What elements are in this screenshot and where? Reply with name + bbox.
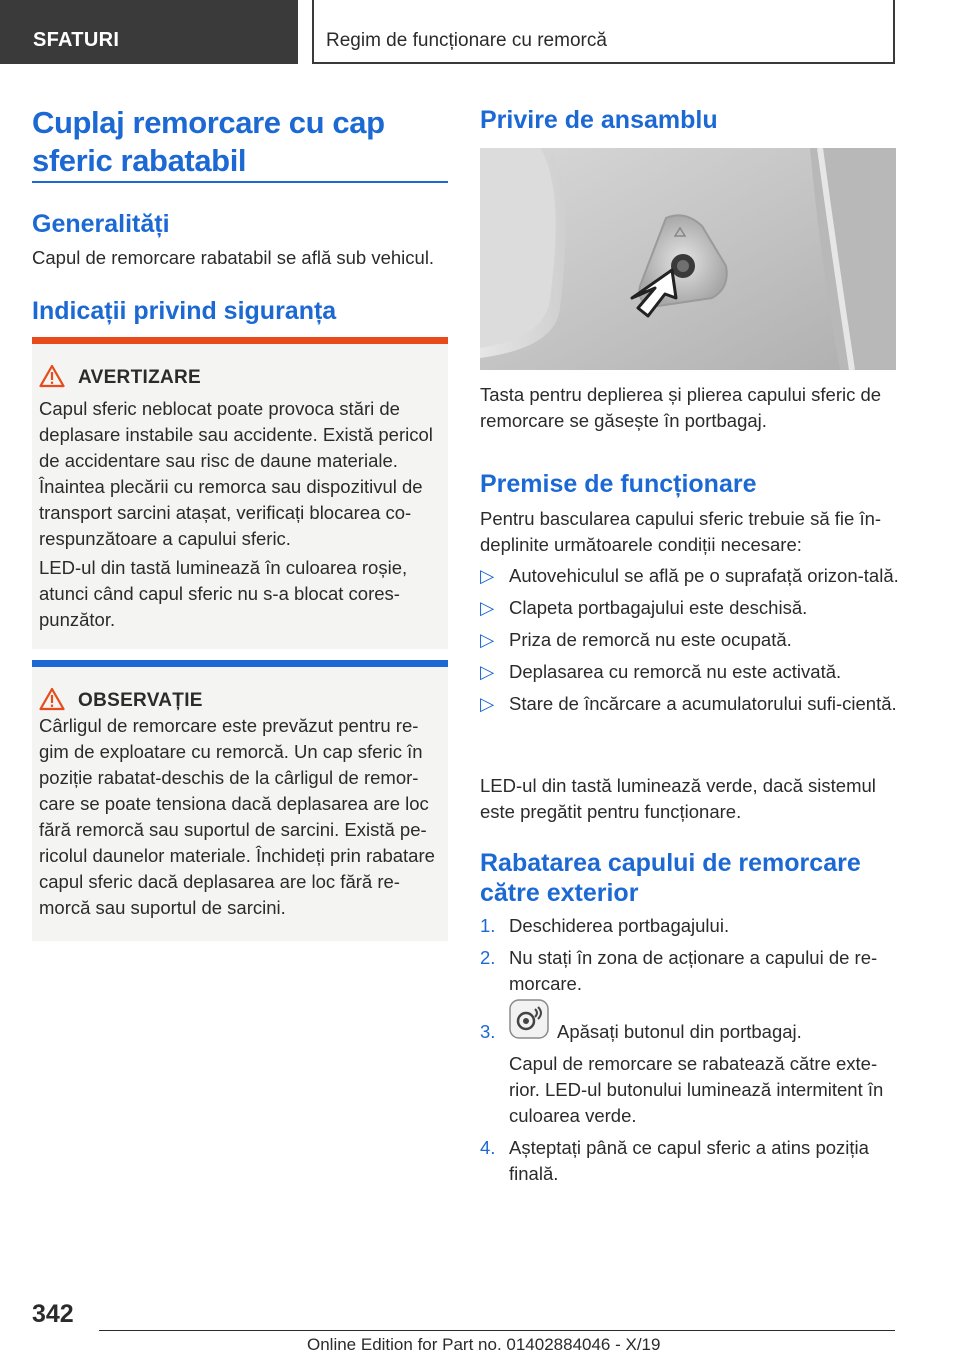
prereq-text: Pentru bascularea capului sferic trebuie să fie în‐deplinite următoarele condiții necesare: bbox=[480, 508, 882, 555]
safety-heading: Indicații privind siguranța bbox=[32, 297, 337, 325]
list-item: ▷ Clapeta portbagajului este deschisă. bbox=[480, 595, 900, 621]
prereq-list bbox=[480, 563, 900, 717]
step-detail: Capul de remorcare se rabatează către exte‐rior. LED-ul butonului luminează intermitent în culoarea verde. bbox=[509, 1053, 884, 1126]
warning-text-1: Capul sferic neblocat poate provoca stări de deplasare instabile sau accidente. Există pericol de accidentare sau risc de daune materiale. Înaintea plecării cu remorca sau dispozitivul de transport sarcini atașat, verificați blocarea co‐respunzătoare a capului sferic. bbox=[39, 398, 433, 549]
list-item: ▷ Autovehiculul se află pe o suprafață orizon‐tală. bbox=[480, 563, 900, 589]
general-text: Capul de remorcare rabatabil se află sub vehicul. bbox=[32, 247, 435, 268]
list-item: 1. Deschiderea portbagajului. bbox=[480, 915, 730, 936]
notice-label: OBSERVAȚIE bbox=[78, 690, 203, 711]
trunk-photo-illustration bbox=[480, 148, 896, 370]
bullet-arrow-icon: ▷ bbox=[480, 629, 495, 650]
bullet-arrow-icon: ▷ bbox=[480, 565, 495, 586]
unfold-heading: Rabatarea capului de remorcare către exterior bbox=[480, 849, 861, 907]
footer-divider bbox=[99, 1330, 895, 1331]
bullet-arrow-icon: ▷ bbox=[480, 661, 495, 682]
prereq-heading: Premise de funcționare bbox=[480, 470, 757, 498]
steps-list bbox=[480, 913, 900, 1187]
page-title: Cuplaj remorcare cu cap sferic rabatabil bbox=[32, 105, 385, 178]
warning-text-2: LED-ul din tastă luminează în culoarea roșie, atunci când capul sferic nu s-a blocat cores‐punzător. bbox=[39, 557, 408, 630]
list-item: ▷ Deplasarea cu remorcă nu este activată. bbox=[480, 659, 900, 685]
overview-text: Tasta pentru deplierea și plierea capului sferic de remorcare se găsește în portbagaj. bbox=[480, 384, 882, 431]
list-item: ▷ Priza de remorcă nu este ocupată. bbox=[480, 627, 900, 653]
towbar-button-icon bbox=[509, 999, 549, 1039]
chapter-label: Regim de funcționare cu remorcă bbox=[326, 30, 607, 51]
warning-label: AVERTIZARE bbox=[78, 367, 201, 388]
towbar-button-photo bbox=[480, 148, 896, 370]
section-label: SFATURI bbox=[33, 29, 120, 51]
list-item: 3. Apăsați butonul din portbagaj. Capul de remorcare se rabatează către exte‐rior. LED-ul butonului luminează intermitent în culoarea verde. bbox=[480, 1007, 900, 1129]
section-tab bbox=[0, 0, 298, 64]
list-item: ▷ Stare de încărcare a acumulatorului sufi‐cientă. bbox=[480, 691, 900, 717]
overview-heading: Privire de ansamblu bbox=[480, 106, 718, 134]
list-item: 4. Așteptați până ce capul sferic a atins poziția finală. bbox=[480, 1137, 869, 1184]
notice-box bbox=[32, 660, 448, 941]
bullet-arrow-icon: ▷ bbox=[480, 597, 495, 618]
title-divider bbox=[32, 181, 448, 183]
edition-text: Online Edition for Part no. 01402884046 - X/19 bbox=[307, 1335, 661, 1354]
notice-text: Cârligul de remorcare este prevăzut pentru re‐gim de exploatare cu remorcă. Un cap sferic în poziție rabatat-deschis de la cârligul de remor‐care se poate tensiona dacă deplasarea are loc fără remorcă sau suportul de sarcini. Există pe‐ricolul daunelor materiale. Închideți prin rabatare capul sferic dacă deplasarea are loc fără re‐morcă sau suportul de sarcini. bbox=[39, 715, 435, 918]
notice-bar bbox=[32, 660, 448, 667]
list-item: 2. Nu stați în zona de acționare a capului de re‐morcare. bbox=[480, 947, 878, 994]
general-heading: Generalități bbox=[32, 210, 170, 238]
page-number: 342 bbox=[32, 1300, 74, 1328]
chapter-tab bbox=[312, 0, 895, 64]
bullet-arrow-icon: ▷ bbox=[480, 693, 495, 714]
warning-bar bbox=[32, 337, 448, 344]
notice-triangle-icon bbox=[39, 687, 65, 711]
warning-triangle-icon bbox=[39, 364, 65, 388]
warning-box bbox=[32, 337, 448, 649]
led-text: LED-ul din tastă luminează verde, dacă sistemul este pregătit pentru funcționare. bbox=[480, 775, 876, 822]
